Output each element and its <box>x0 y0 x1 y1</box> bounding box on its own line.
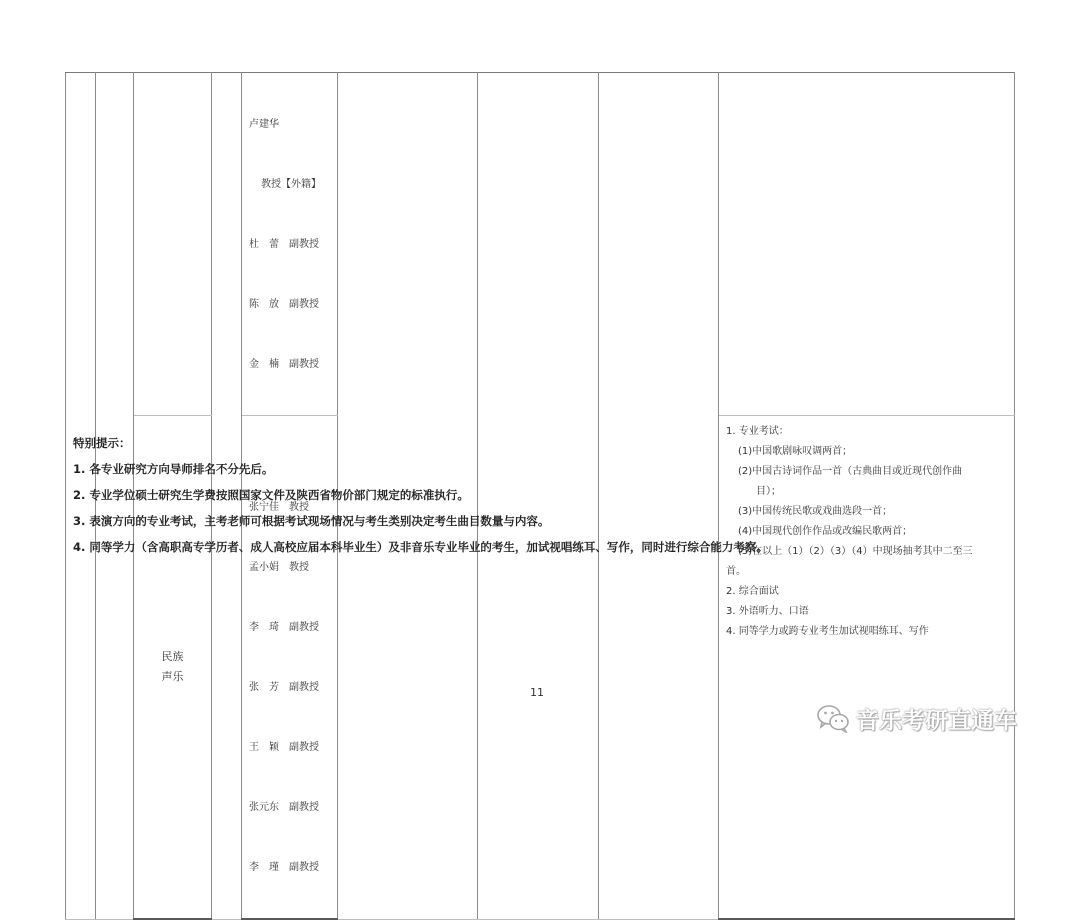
exam-line: (4)中国现代创作作品或改编民歌两首； <box>738 526 913 537</box>
exam-line: (2)中国古诗词作品一首（古典曲目或近现代创作曲 <box>738 466 963 477</box>
exam-line: (1)中国歌剧咏叹调两首； <box>738 446 853 457</box>
table-row <box>66 73 1015 416</box>
advisor-name: 李 瑾 副教授 <box>249 862 319 873</box>
advisor-name: 王 颖 副教授 <box>249 742 319 753</box>
advisor-name: 孟小娟 教授 <box>249 562 309 573</box>
exam-line: 3. 外语听力、口语 <box>726 606 809 617</box>
table-cell-empty <box>719 73 1015 416</box>
advisor-cell <box>242 73 338 416</box>
watermark <box>816 700 1017 736</box>
page-number: 11 <box>530 686 544 699</box>
advisor-name: 教授【外籍】 <box>261 179 321 190</box>
watermark-text: 音乐考研直通车 <box>856 707 1017 734</box>
note-item: 1. 各专业研究方向导师排名不分先后。 <box>73 462 274 476</box>
advisor-name: 杜 蕾 副教授 <box>249 239 319 250</box>
major-name-line: 声乐 <box>161 670 184 683</box>
note-item: 3. 表演方向的专业考试，主考老师可根据考试现场情况与考生类别决定考生曲目数量与内容。 <box>73 514 550 528</box>
exam-line: 4. 同等学力或跨专业考生加试视唱练耳、写作 <box>726 626 929 637</box>
table-cell-empty <box>134 73 212 416</box>
special-notes <box>73 430 973 560</box>
exam-line: (3)中国传统民歌或戏曲选段一首； <box>738 506 893 517</box>
advisor-list <box>242 73 337 415</box>
notes-heading: 特别提示： <box>73 436 131 450</box>
exam-line: (5)在以上（1）（2）（3）（4）中现场抽考其中二至三 <box>738 546 973 557</box>
exam-line: 2. 综合面试 <box>726 586 779 597</box>
advisor-name: 张 芳 副教授 <box>249 682 319 693</box>
wechat-icon <box>816 703 850 733</box>
advisor-name: 卢建华 <box>249 119 279 130</box>
advisor-name: 李 琦 副教授 <box>249 622 319 633</box>
note-item: 2. 专业学位硕士研究生学费按照国家文件及陕西省物价部门规定的标准执行。 <box>73 488 469 502</box>
major-name-line: 民族 <box>161 650 184 663</box>
exam-line: 1. 专业考试： <box>726 426 789 437</box>
advisor-name: 陈 放 副教授 <box>249 299 319 310</box>
exam-line: 目）； <box>756 486 781 497</box>
advisor-name: 张元东 副教授 <box>249 802 319 813</box>
exam-line: 首。 <box>726 566 746 577</box>
advisor-name: 张宁佳 教授 <box>249 502 309 513</box>
note-item: 4. 同等学力（含高职高专学历者、成人高校应届本科毕业生）及非音乐专业毕业的考生，加试视唱练耳、写作，同时进行综合能力考察。 <box>73 540 768 554</box>
advisor-name: 金 楠 副教授 <box>249 359 319 370</box>
